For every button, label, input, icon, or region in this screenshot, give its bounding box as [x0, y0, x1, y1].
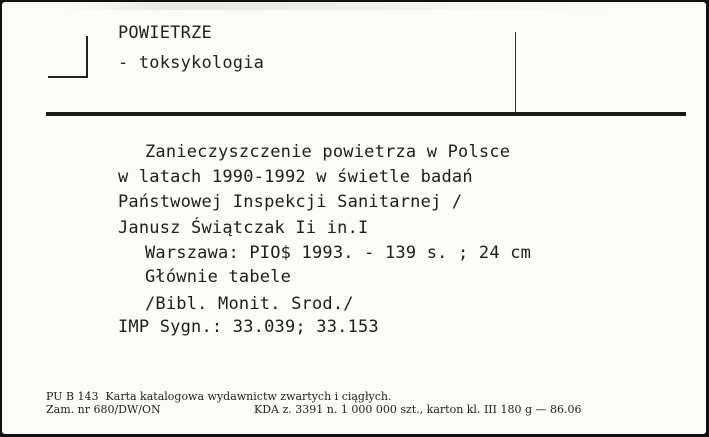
corner-bracket-vertical — [86, 36, 88, 78]
title-line-2: w latach 1990-1992 w świetle badań — [118, 167, 473, 187]
catalog-card — [2, 2, 706, 434]
footer-print-info: KDA z. 3391 n. 1 000 000 szt., karton kl. III 180 g — 86.06 — [254, 403, 582, 416]
horizontal-rule — [46, 112, 686, 116]
subject-subdivision: - toksykologia — [118, 53, 265, 73]
title-line-1: Zanieczyszczenie powietrza w Polsce — [145, 142, 511, 162]
author-line: Janusz Świątczak Ii in.I — [118, 218, 369, 238]
series-line: /Bibl. Monit. Srod./ — [145, 294, 354, 314]
signature-line: IMP Sygn.: 33.039; 33.153 — [118, 317, 379, 337]
bleed-through-marks — [62, 2, 622, 10]
imprint-line: Warszawa: PIO$ 1993. - 139 s. ; 24 cm — [145, 243, 532, 263]
footer-line-1: PU B 143 Karta katalogowa wydawnictw zwartych i ciągłych. — [46, 390, 392, 403]
footer-order-number: Zam. nr 680/DW/ON — [46, 403, 161, 416]
corner-bracket-horizontal — [48, 76, 88, 78]
title-line-3: Państwowej Inspekcji Sanitarnej / — [118, 192, 463, 212]
note-line: Głównie tabele — [145, 267, 292, 287]
vertical-divider — [515, 32, 516, 112]
subject-heading: POWIETRZE — [118, 23, 212, 43]
